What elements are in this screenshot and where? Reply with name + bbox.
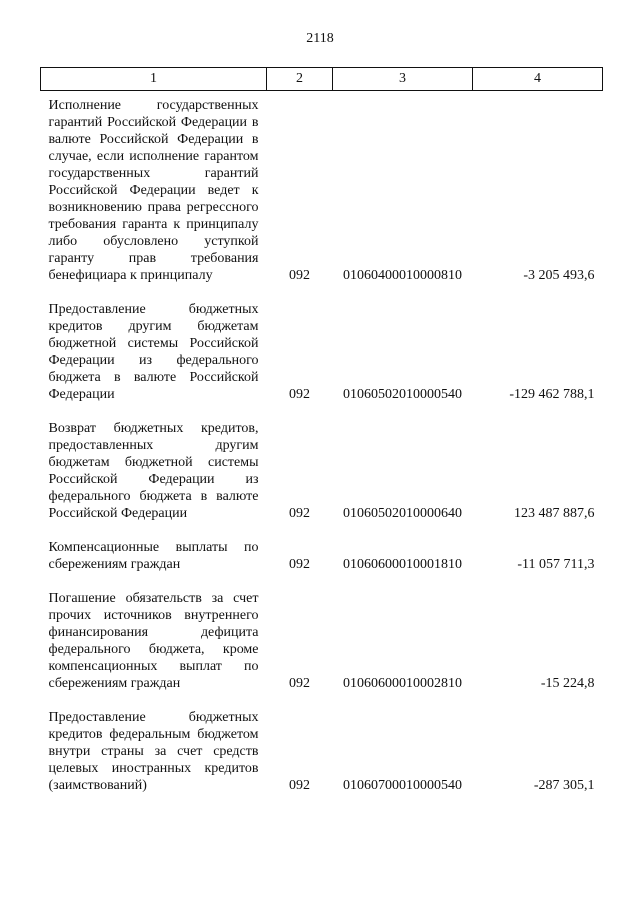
page-number: 2118 (306, 31, 334, 46)
row-name: Исполнение государственных гарантий Российской Федерации в валюте Российской Федерации в случае, если исполнение гарантом государственных гарантий Российской Федерации ведет к возникновению права регрессного требования гаранта к принципалу либо обусловлено уступкой гаранту прав требования бенефициара к принципалу (48, 98, 259, 283)
budget-sources-table (40, 67, 603, 805)
row-admin-code: 092 (289, 387, 310, 402)
row-name: Предоставление бюджетных кредитов другим бюджетам бюджетной системы Российской Федерации из федерального бюджета в валюте Российской Федерации (48, 302, 259, 402)
row-classification-code: 01060600010001810 (343, 557, 462, 572)
table-row (41, 584, 603, 703)
header-col-4: 4 (473, 68, 603, 91)
row-amount: 123 487 887,6 (514, 506, 595, 521)
row-admin-code: 092 (289, 778, 310, 793)
row-name: Компенсационные выплаты по сбережениям граждан (48, 540, 259, 572)
row-amount: -287 305,1 (533, 778, 595, 793)
row-amount: -3 205 493,6 (523, 268, 595, 283)
row-classification-code: 01060502010000540 (343, 387, 462, 402)
row-classification-code: 01060502010000640 (343, 506, 462, 521)
row-admin-code: 092 (289, 676, 310, 691)
row-amount: -129 462 788,1 (509, 387, 595, 402)
row-classification-code: 01060400010000810 (343, 268, 462, 283)
table-row (41, 295, 603, 414)
header-col-2: 2 (267, 68, 333, 91)
row-name: Возврат бюджетных кредитов, предоставленных другим бюджетам бюджетной системы Российской Федерации из федерального бюджета в валюте Российской Федерации (48, 421, 259, 521)
row-name: Погашение обязательств за счет прочих источников внутреннего финансирования дефицита федерального бюджета, кроме компенсационных выплат по сбережениям граждан (48, 591, 259, 691)
row-classification-code: 01060600010002810 (343, 676, 462, 691)
row-amount: -11 057 711,3 (517, 557, 595, 572)
header-col-3: 3 (333, 68, 473, 91)
row-admin-code: 092 (289, 557, 310, 572)
table-row (41, 533, 603, 584)
row-classification-code: 01060700010000540 (343, 778, 462, 793)
row-amount: -15 224,8 (540, 676, 595, 691)
table-row (41, 703, 603, 805)
table-row (41, 91, 603, 296)
row-admin-code: 092 (289, 506, 310, 521)
header-col-1: 1 (41, 68, 267, 91)
row-admin-code: 092 (289, 268, 310, 283)
row-name: Предоставление бюджетных кредитов федеральным бюджетом внутри страны за счет средств целевых иностранных кредитов (заимствований) (48, 710, 259, 793)
table-row (41, 414, 603, 533)
header-row (41, 68, 603, 91)
